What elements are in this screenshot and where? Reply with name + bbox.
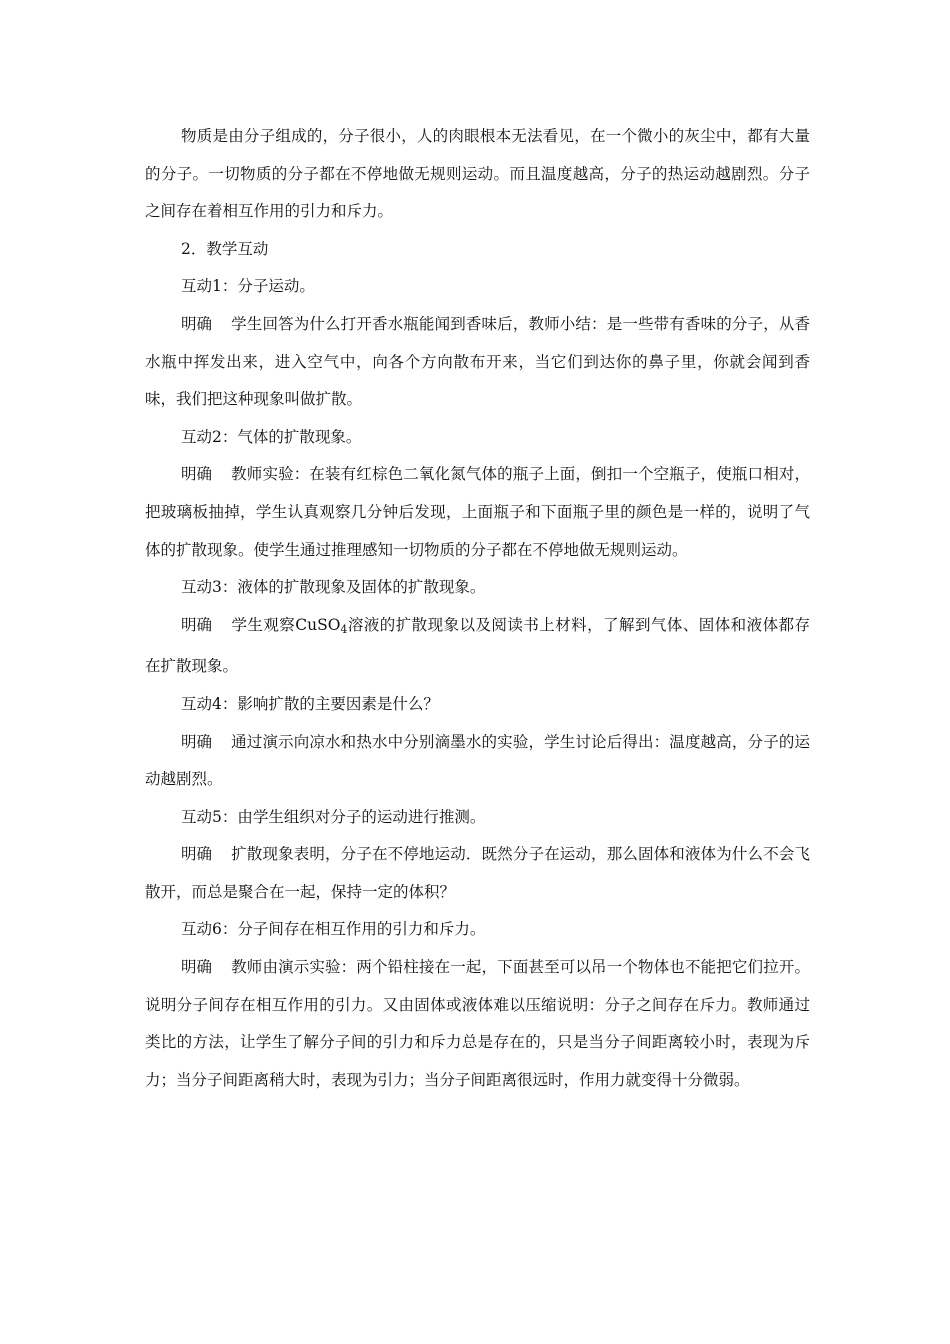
paragraph-text: 通过演示向凉水和热水中分别滴墨水的实验，学生讨论后得出：温度越高，分子的运动越剧烈。 — [145, 732, 810, 789]
clarification-paragraph-4 — [145, 724, 810, 799]
clarification-paragraph-6 — [145, 949, 810, 1099]
heading-text: 互动4：影响扩散的主要因素是什么？ — [181, 694, 439, 713]
clarify-label: 明确 — [181, 314, 213, 333]
heading-text: 互动3：液体的扩散现象及固体的扩散现象。 — [181, 578, 486, 597]
clarify-label: 明确 — [181, 845, 213, 864]
paragraph-text: 溶液的扩散现象以及阅读书上材料，了解到气体、固体和液体都存在扩散现象。 — [145, 615, 810, 676]
clarify-label: 明确 — [181, 465, 213, 484]
interaction-heading-3 — [145, 569, 810, 607]
heading-text: 互动1：分子运动。 — [181, 277, 315, 296]
clarify-label: 明确 — [181, 615, 213, 634]
paragraph-text: 物质是由分子组成的，分子很小，人的肉眼根本无法看见，在一个微小的灰尘中，都有大量的分子。一切物质的分子都在不停地做无规则运动。而且温度越高，分子的热运动越剧烈。分子之间存在着相互作用的引力和斥力。 — [145, 127, 810, 221]
paragraph-text: 扩散现象表明，分子在不停地运动．既然分子在运动，那么固体和液体为什么不会飞散开，而总是聚合在一起，保持一定的体积？ — [145, 845, 810, 901]
heading-text: 互动5：由学生组织对分子的运动进行推测。 — [181, 807, 486, 826]
clarify-label: 明确 — [181, 732, 213, 751]
subscript: 4 — [340, 622, 348, 636]
clarification-paragraph-3 — [145, 607, 810, 686]
interaction-heading-6 — [145, 911, 810, 949]
clarification-paragraph-5 — [145, 836, 810, 911]
clarification-paragraph-1 — [145, 306, 810, 419]
paragraph-text: 教师实验：在装有红棕色二氧化氮气体的瓶子上面，倒扣一个空瓶子，使瓶口相对，把玻璃板抽掉，学生认真观察几分钟后发现，上面瓶子和下面瓶子里的颜色是一样的，说明了气体的扩散现象。使学生通过推理感知一切物质的分子都在不停地做无规则运动。 — [145, 465, 810, 559]
heading-text: 互动2：气体的扩散现象。 — [181, 427, 362, 446]
paragraph-text: 学生观察CuSO — [231, 615, 341, 634]
intro-paragraph — [145, 118, 810, 231]
paragraph-text: 教师由演示实验：两个铅柱接在一起，下面甚至可以吊一个物体也不能把它们拉开。说明分子间存在相互作用的引力。又由固体或液体难以压缩说明：分子之间存在斥力。教师通过类比的方法，让学生了解分子间的引力和斥力总是存在的，只是当分子间距离较小时，表现为斥力；当分子间距离稍大时，表现为引力；当分子间距离很远时，作用力就变得十分微弱。 — [145, 958, 810, 1089]
clarify-label: 明确 — [181, 958, 213, 977]
interaction-heading-5 — [145, 799, 810, 837]
document-body — [145, 118, 810, 1099]
interaction-heading-4 — [145, 686, 810, 724]
clarification-paragraph-2 — [145, 456, 810, 569]
interaction-heading-1 — [145, 268, 810, 306]
heading-text: 2．教学互动 — [181, 239, 269, 258]
interaction-heading-2 — [145, 419, 810, 457]
paragraph-text: 学生回答为什么打开香水瓶能闻到香味后，教师小结：是一些带有香味的分子，从香水瓶中挥发出来，进入空气中，向各个方向散布开来，当它们到达你的鼻子里，你就会闻到香味，我们把这种现象叫做扩散。 — [145, 314, 810, 409]
heading-text: 互动6：分子间存在相互作用的引力和斥力。 — [181, 920, 486, 939]
section-heading — [145, 231, 810, 269]
